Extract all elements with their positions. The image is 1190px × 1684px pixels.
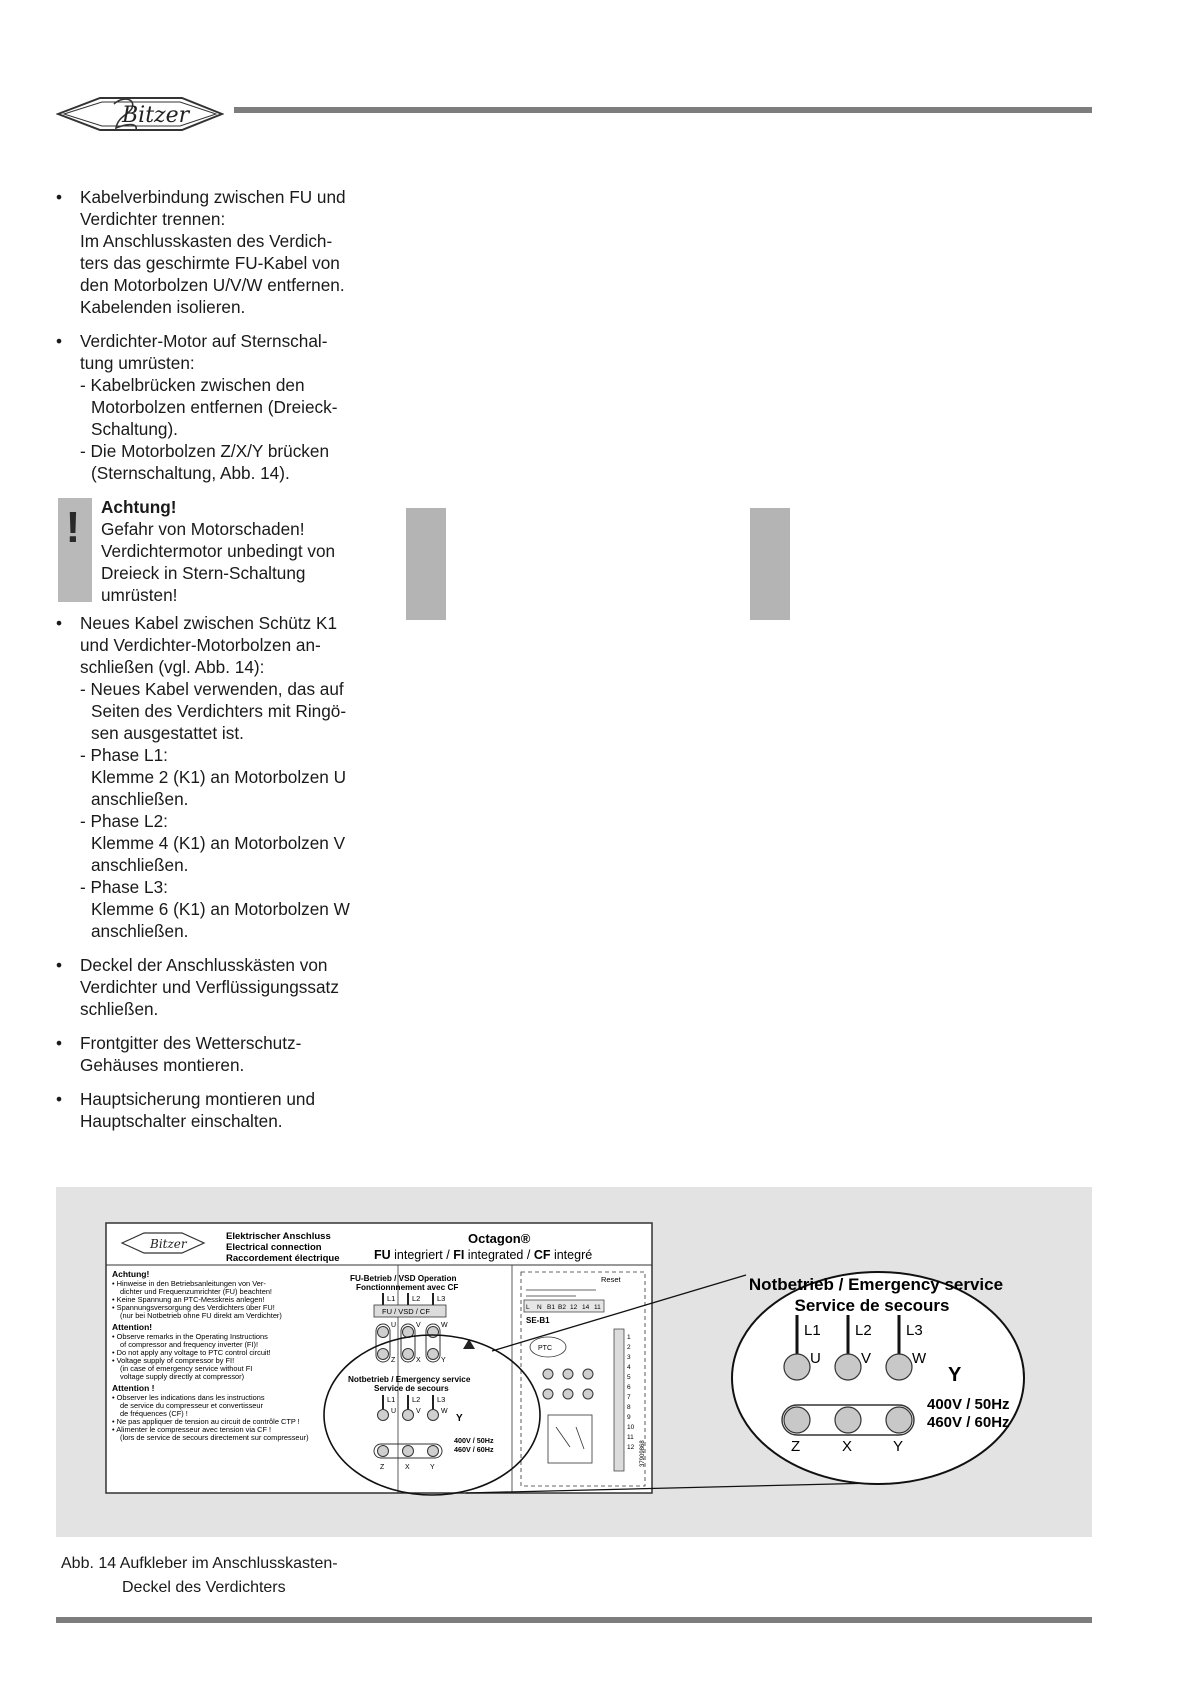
svg-text:7: 7 bbox=[627, 1394, 631, 1401]
svg-text:1: 1 bbox=[627, 1334, 631, 1341]
svg-text:Z: Z bbox=[380, 1464, 385, 1471]
svg-text:L3: L3 bbox=[437, 1395, 446, 1404]
svg-text:• Hinweise in den Betriebsanle: • Hinweise in den Betriebsanleitungen von Ver- bbox=[112, 1279, 266, 1288]
bullet-item: • Neues Kabel zwischen Schütz K1 und Verdichter-Motorbolzen an- schließen (vgl. Abb. 14): - Neues Kabel verwenden, das auf Seiten des Verdichters mit Ringö- sen ausgestattet ist. - Phase L1: Klemme 2 (K1) an Motorbolzen U anschließen. - Phase L2: Klemme 4 (K1) an Motorbolzen V anschließen. - Phase L3: Klemme 6 (K1) an Motorbolzen W anschließen. bbox=[56, 613, 350, 941]
svg-text:W: W bbox=[441, 1408, 448, 1415]
exclamation-icon: ! bbox=[65, 503, 81, 552]
svg-text:• Observe remarks in the Opera: • Observe remarks in the Operating Instructions bbox=[112, 1332, 268, 1341]
svg-text:460V / 60Hz: 460V / 60Hz bbox=[454, 1445, 494, 1454]
caption-text-2: Deckel des Verdichters bbox=[122, 1579, 286, 1596]
footer-rule bbox=[56, 1617, 1092, 1623]
svg-text:B1: B1 bbox=[547, 1304, 555, 1311]
figure-panel bbox=[56, 1187, 1092, 1537]
svg-text:• Do not apply any voltage to: • Do not apply any voltage to PTC control circuit! bbox=[112, 1348, 271, 1357]
bullet-icon: • bbox=[56, 187, 63, 207]
svg-text:• Voltage supply of compressor: • Voltage supply of compressor by FI! bbox=[112, 1356, 235, 1365]
svg-text:• Alimenter le compresseur ave: • Alimenter le compresseur avec tension via CF ! bbox=[112, 1425, 272, 1434]
svg-text:Y: Y bbox=[948, 1364, 962, 1386]
column-marker-block bbox=[406, 508, 446, 620]
svg-text:• Ne pas appliquer de tension: • Ne pas appliquer de tension au circuit de contrôle CTP ! bbox=[112, 1417, 300, 1426]
caption-text-1: Aufkleber im Anschlusskasten- bbox=[119, 1555, 338, 1572]
svg-text:L2: L2 bbox=[855, 1322, 872, 1339]
bullet-item: • Frontgitter des Wetterschutz- Gehäuses montieren. bbox=[56, 1033, 302, 1075]
bullet-icon: • bbox=[56, 1089, 63, 1109]
bullet-item: • Deckel der Anschlusskästen von Verdichter und Verflüssigungssatz schließen. bbox=[56, 955, 339, 1019]
bullet-icon: • bbox=[56, 955, 63, 975]
svg-text:4: 4 bbox=[627, 1364, 631, 1371]
svg-text:Elektrischer Anschluss: Elektrischer Anschluss bbox=[226, 1231, 331, 1242]
svg-text:11: 11 bbox=[594, 1304, 601, 1311]
bullet-item: • Hauptsicherung montieren und Hauptschalter einschalten. bbox=[56, 1089, 316, 1131]
svg-text:voltage supply directly at com: voltage supply directly at compressor) bbox=[120, 1372, 245, 1381]
svg-text:X: X bbox=[842, 1438, 853, 1455]
bullet-item: • Verdichter-Motor auf Sternschal- tung umrüsten: - Kabelbrücken zwischen den Motorbolzen entfernen (Dreieck- Schaltung). - Die Motorbolzen Z/X/Y brücken (Sternschaltung, Abb. 14). bbox=[56, 331, 338, 483]
svg-text:V: V bbox=[861, 1350, 872, 1367]
svg-text:Electrical connection: Electrical connection bbox=[226, 1242, 322, 1253]
svg-text:Y: Y bbox=[430, 1464, 435, 1471]
warning-title: Achtung! bbox=[101, 497, 177, 517]
svg-text:W: W bbox=[441, 1322, 448, 1329]
svg-text:B2: B2 bbox=[558, 1304, 566, 1311]
svg-text:Y: Y bbox=[441, 1357, 446, 1364]
column-marker-block bbox=[750, 508, 790, 620]
svg-text:Y: Y bbox=[893, 1438, 904, 1455]
svg-text:L2: L2 bbox=[412, 1395, 421, 1404]
svg-text:de fréquences (CF) !: de fréquences (CF) ! bbox=[120, 1409, 188, 1418]
bullet-icon: • bbox=[56, 613, 63, 633]
svg-text:V: V bbox=[416, 1322, 421, 1329]
svg-text:V: V bbox=[416, 1408, 421, 1415]
svg-text:L1: L1 bbox=[387, 1294, 396, 1303]
header-rule bbox=[234, 107, 1092, 113]
sticker-figure bbox=[56, 1187, 1092, 1537]
svg-text:6: 6 bbox=[627, 1384, 631, 1391]
svg-text:FU / VSD / CF: FU / VSD / CF bbox=[382, 1307, 430, 1316]
svg-text:460V / 60Hz: 460V / 60Hz bbox=[927, 1414, 1010, 1431]
instructions-column bbox=[56, 186, 376, 1144]
svg-text:• Spannungsversorgung des Verd: • Spannungsversorgung des Verdichters über FU! bbox=[112, 1303, 275, 1312]
svg-text:14: 14 bbox=[582, 1304, 590, 1311]
svg-text:Y: Y bbox=[456, 1413, 463, 1424]
svg-text:de service du compresseur et c: de service du compresseur et convertisseur bbox=[120, 1401, 263, 1410]
svg-text:Attention !: Attention ! bbox=[112, 1383, 155, 1393]
svg-text:Z: Z bbox=[791, 1438, 801, 1455]
svg-text:U: U bbox=[391, 1408, 397, 1415]
svg-text:L2: L2 bbox=[412, 1294, 421, 1303]
svg-text:U: U bbox=[810, 1350, 821, 1367]
svg-text:U: U bbox=[391, 1322, 397, 1329]
svg-text:Achtung!: Achtung! bbox=[112, 1269, 150, 1279]
svg-text:11: 11 bbox=[627, 1434, 634, 1441]
bullet-icon: • bbox=[56, 1033, 63, 1053]
svg-text:Z: Z bbox=[391, 1357, 396, 1364]
bitzer-logo bbox=[56, 86, 224, 142]
svg-text:dichter und Frequenzumrichter: dichter und Frequenzumrichter (FU) beachten! bbox=[120, 1287, 272, 1296]
svg-text:FU integriert / FI integrated: FU integriert / FI integrated / CF integré bbox=[374, 1248, 593, 1262]
svg-text:Notbetrieb / Emergency service: Notbetrieb / Emergency service bbox=[748, 1275, 1004, 1294]
figure-caption bbox=[61, 1552, 338, 1600]
svg-text:FU-Betrieb / VSD Operation: FU-Betrieb / VSD Operation bbox=[350, 1274, 457, 1283]
svg-text:5: 5 bbox=[627, 1374, 631, 1381]
svg-text:10: 10 bbox=[627, 1424, 635, 1431]
svg-text:L: L bbox=[526, 1304, 534, 1311]
svg-text:L1: L1 bbox=[804, 1322, 821, 1339]
svg-text:X: X bbox=[405, 1464, 410, 1471]
svg-text:SE-B1: SE-B1 bbox=[526, 1316, 550, 1325]
svg-text:W: W bbox=[912, 1350, 927, 1367]
svg-text:L3: L3 bbox=[906, 1322, 923, 1339]
svg-text:Attention!: Attention! bbox=[112, 1322, 153, 1332]
svg-text:N: N bbox=[537, 1304, 542, 1311]
svg-text:Bitzer: Bitzer bbox=[122, 103, 190, 128]
svg-text:Octagon®: Octagon® bbox=[468, 1231, 531, 1246]
svg-text:(nur bei Notbetrieb ohne FU di: (nur bei Notbetrieb ohne FU direkt am Verdichter) bbox=[120, 1311, 282, 1320]
svg-text:Raccordement électrique: Raccordement électrique bbox=[226, 1253, 340, 1264]
svg-text:• Observer les indications dan: • Observer les indications dans les instructions bbox=[112, 1393, 265, 1402]
svg-text:Service de secours: Service de secours bbox=[374, 1384, 449, 1393]
svg-text:(lors de service de secours di: (lors de service de secours directement sur compresseur) bbox=[120, 1433, 309, 1442]
svg-text:Fonctionnnement avec CF: Fonctionnnement avec CF bbox=[356, 1283, 459, 1292]
svg-text:X: X bbox=[416, 1357, 421, 1364]
bullet-item: • Kabelverbindung zwischen FU und Verdichter trennen: Im Anschlusskasten des Verdich- ters das geschirmte FU-Kabel von den Motorbolzen U/V/W entfernen. Kabelenden isolieren. bbox=[56, 187, 346, 317]
warning-box: ! Achtung! Gefahr von Motorschaden! Verdichtermotor unbedingt von Dreieck in Stern-Schaltung umrüsten! bbox=[56, 496, 376, 604]
bullet-icon: • bbox=[56, 331, 63, 351]
svg-text:2: 2 bbox=[627, 1344, 631, 1351]
svg-text:PTC: PTC bbox=[538, 1345, 552, 1352]
svg-text:3: 3 bbox=[627, 1354, 631, 1361]
svg-text:Reset: Reset bbox=[601, 1275, 621, 1284]
svg-text:12: 12 bbox=[570, 1304, 578, 1311]
svg-text:12: 12 bbox=[627, 1444, 635, 1451]
svg-text:• Keine Spannung an PTC-Messkr: • Keine Spannung an PTC-Messkreis anlegen! bbox=[112, 1295, 265, 1304]
svg-text:37909868: 37909868 bbox=[640, 1440, 646, 1467]
svg-text:8: 8 bbox=[627, 1404, 631, 1411]
svg-text:400V / 50Hz: 400V / 50Hz bbox=[454, 1436, 494, 1445]
svg-text:Service de secours: Service de secours bbox=[794, 1296, 950, 1315]
svg-text:400V / 50Hz: 400V / 50Hz bbox=[927, 1396, 1010, 1413]
caption-label: Abb. 14 bbox=[61, 1555, 117, 1572]
svg-text:(in case of emergency service: (in case of emergency service without FI bbox=[120, 1364, 253, 1373]
svg-text:L3: L3 bbox=[437, 1294, 446, 1303]
svg-text:Bitzer: Bitzer bbox=[150, 1237, 187, 1251]
svg-text:L1: L1 bbox=[387, 1395, 396, 1404]
svg-text:9: 9 bbox=[627, 1414, 631, 1421]
svg-text:of compressor and frequency in: of compressor and frequency inverter (FI)! bbox=[120, 1340, 259, 1349]
svg-text:Notbetrieb / Emergency service: Notbetrieb / Emergency service bbox=[348, 1375, 471, 1384]
